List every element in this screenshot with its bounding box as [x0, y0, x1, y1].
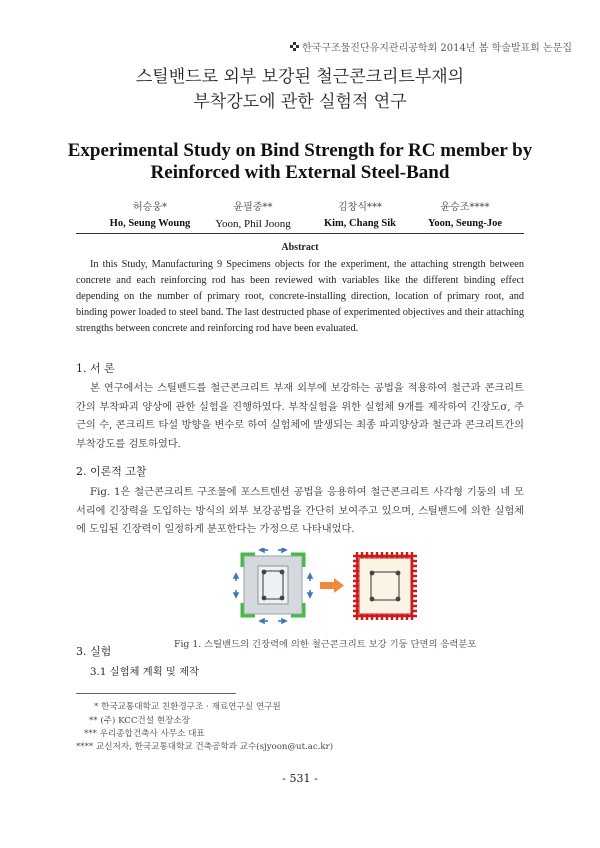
diamond-bullet-icon	[290, 42, 299, 51]
author-english-name: Kim, Chang Sik	[323, 218, 397, 229]
abstract-heading: Abstract	[281, 242, 319, 253]
author-korean-name: 윤승조****	[440, 202, 490, 213]
author-korean-name: 허승웅*	[133, 202, 167, 213]
author-2	[198, 198, 308, 230]
author-english-name: Yoon, Phil Joong	[215, 218, 291, 230]
footnote-4: **** 교신저자, 한국교통대학교 건축공학과 교수(sjyoon@ut.ac.kr)	[76, 742, 334, 752]
footnote-2: ** (주) KCC건설 현장소장	[89, 716, 190, 726]
reinforced-column-section	[234, 548, 312, 623]
section-1-text: 본 연구에서는 스틸밴드를 철근콘크리트 부재 외부에 보강하는 공법을 적용하여 철근과 콘크리트간의 부착파괴 양상에 관한 실험을 진행하였다. 부착실험을 위한 실험체 9개를 제작하여 긴장도σ, 주근의 수, 콘크리트 타설 방향을 변수로 하여 실험체에 발생되는 최종 파괴양상과 철근과 콘크리트간의 부착강도를 검토하였다.	[76, 383, 524, 450]
conference-title: 한국구조물진단유지관리공학회 2014년 봄 학술발표회 논문집	[301, 43, 572, 54]
figure-1-caption: Fig 1. 스틸밴드의 긴장력에 의한 철근콘크리트 보강 기둥 단면의 응력분포	[174, 639, 477, 650]
stress-distribution-section	[353, 552, 417, 620]
abstract-text: In this Study, Manufacturing 9 Specimens objects for the experiment, the attaching strength between concrete and each reinforcing rod has been reviewed with variables like the different binding effect depending on the number of primary root, concrete-installing direction, location of primary root, and binding power loaded to steel band. The last destructed phase of experimented objectives and their attaching strengths between concrete and reinforcing rod have been evaluated.	[76, 259, 524, 334]
author-korean-name: 윤필중**	[233, 202, 273, 213]
section-1-title: 1. 서 론	[76, 362, 115, 375]
section-2-title: 2. 이론적 고찰	[76, 465, 147, 478]
english-title-line2: Reinforced with External Steel-Band	[150, 162, 450, 183]
english-title-line1: Experimental Study on Bind Strength for RC member by	[67, 140, 533, 161]
conference-header	[290, 39, 572, 54]
footnote-1: * 한국교통대학교 친환경구조 · 재료연구실 연구원	[94, 702, 281, 712]
author-1	[95, 198, 205, 229]
title-divider	[76, 233, 524, 234]
author-english-name: Ho, Seung Woung	[109, 218, 191, 229]
author-4	[410, 198, 520, 229]
author-korean-name: 김창식***	[338, 202, 382, 213]
footnote-divider	[76, 693, 236, 694]
page-number: - 531 -	[282, 772, 318, 785]
section-2-text: Fig. 1은 철근콘크리트 구조물에 포스트텐션 공법을 응용하여 철근콘크리트 사각형 기둥의 네 모서리에 긴장력을 도입하는 방식의 외부 보강공법을 간단히 보여주고 있으며, 스틸밴드에 의한 실험체에 도입된 긴장력이 일정하게 분포한다는 가정으로 나타내었다.	[76, 487, 524, 535]
transition-arrow-icon	[320, 578, 344, 593]
author-english-name: Yoon, Seung-Joe	[427, 218, 503, 229]
korean-title-line1: 스틸밴드로 외부 보강된 철근콘크리트부재의	[135, 67, 465, 87]
korean-title-line2: 부착강도에 관한 실험적 연구	[193, 92, 407, 112]
figure-1-diagram	[226, 548, 426, 626]
section-3-1-title: 3.1 실험체 계획 및 제작	[90, 666, 200, 678]
footnote-3: *** 우리종합건축사 사무소 대표	[84, 729, 205, 739]
section-3-title: 3. 실험	[76, 645, 112, 658]
author-3	[305, 198, 415, 229]
